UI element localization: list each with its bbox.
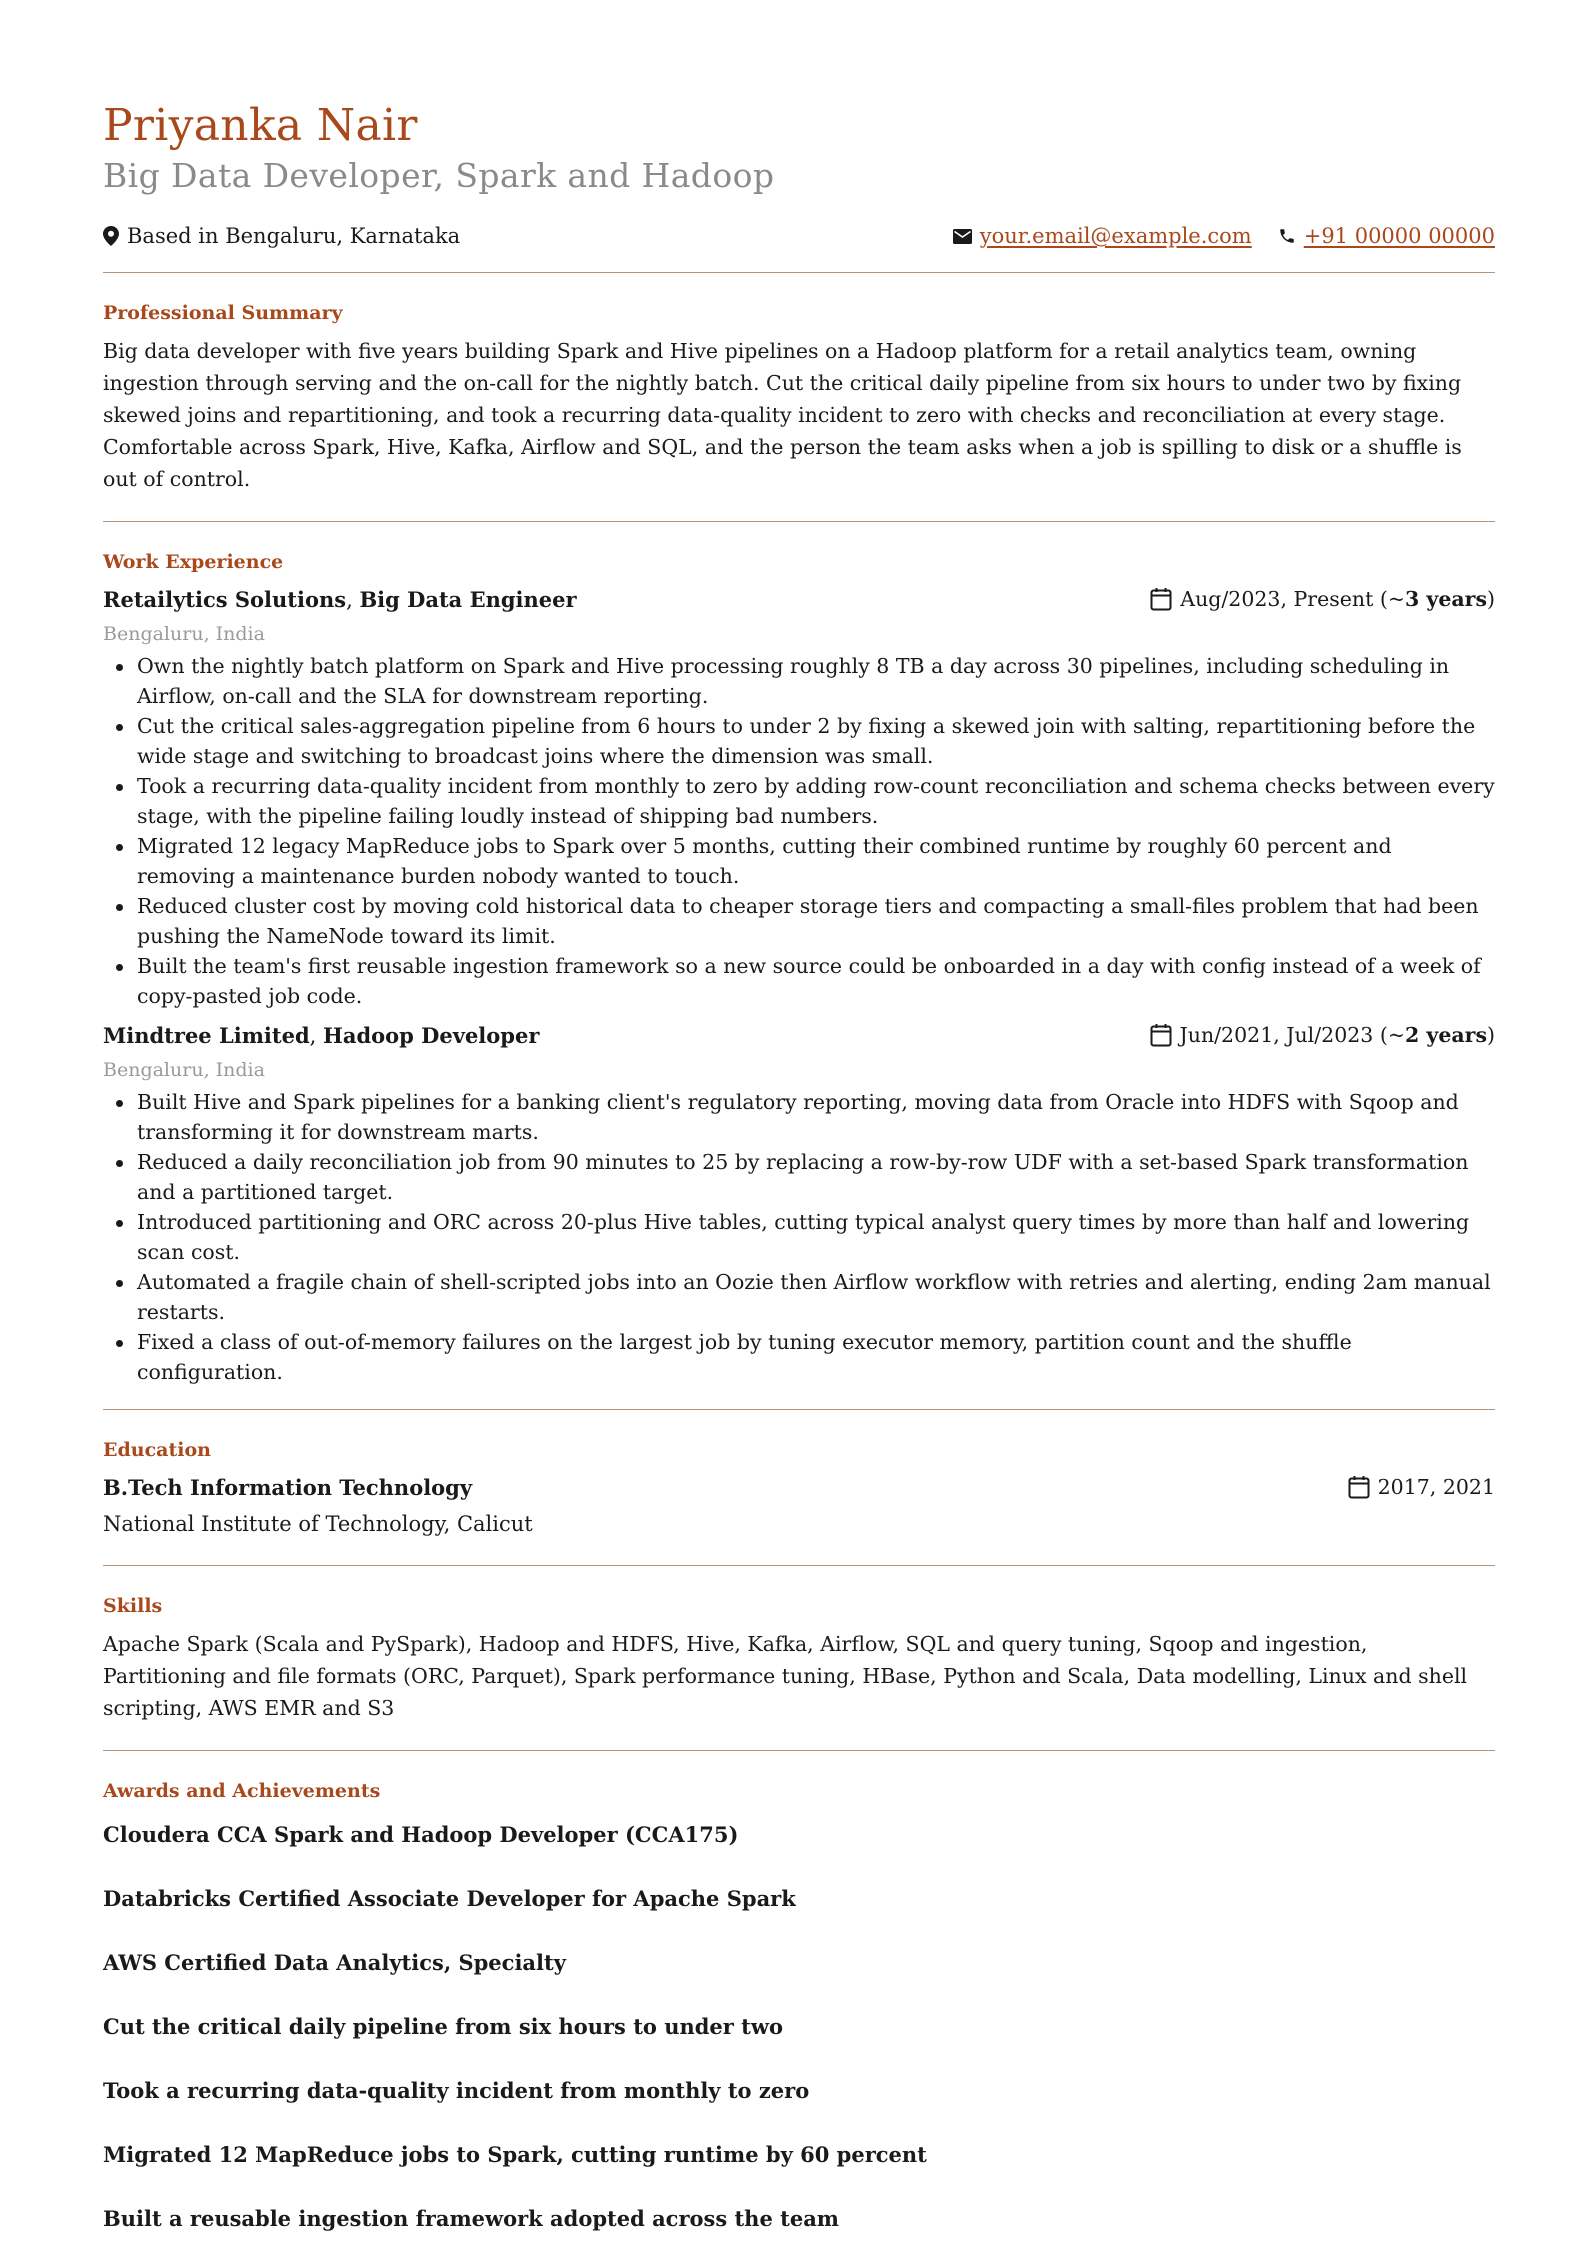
phone-icon: [1278, 227, 1296, 245]
bullet-item: Own the nightly batch platform on Spark and Hive processing roughly 8 TB a day across 30 pipelines, including scheduling in Airflow, on-call and the SLA for downstream reporting.: [103, 651, 1495, 711]
award-item: Cut the critical daily pipeline from six hours to under two: [103, 2014, 783, 2039]
section-title: Education: [103, 1439, 211, 1461]
bullet-item: Automated a fragile chain of shell-scripted jobs into an Oozie then Airflow workflow with retries and alerting, ending 2am manual restarts.: [103, 1267, 1495, 1327]
position-name: Big Data Engineer: [359, 586, 577, 612]
section-title: Skills: [103, 1595, 163, 1617]
experience-section: [103, 522, 1495, 1409]
job-header: [103, 1017, 1495, 1053]
date-range: 2017, 2021: [1377, 1475, 1495, 1499]
section-title: Awards and Achievements: [103, 1780, 381, 1802]
job-dates: [1150, 587, 1495, 611]
award-item: Migrated 12 MapReduce jobs to Spark, cutting runtime by 60 percent: [103, 2142, 927, 2167]
date-range: Aug/2023, Present (~: [1180, 587, 1406, 611]
position-name: Hadoop Developer: [323, 1022, 540, 1048]
education-header: [103, 1469, 1495, 1505]
job-bullets: [103, 1087, 1495, 1387]
contact-row: [103, 218, 1495, 254]
job-title: [103, 1023, 539, 1048]
mail-icon: [953, 229, 972, 244]
award-item: Built a reusable ingestion framework adopted across the team: [103, 2206, 840, 2231]
job-header: [103, 581, 1495, 617]
calendar-icon: [1150, 587, 1172, 611]
bullet-item: Migrated 12 legacy MapReduce jobs to Spark over 5 months, cutting their combined runtime by roughly 60 percent and removing a maintenance burden nobody wanted to touch.: [103, 831, 1495, 891]
candidate-role: Big Data Developer, Spark and Hadoop: [103, 156, 775, 195]
bullet-item: Built Hive and Spark pipelines for a banking client's regulatory reporting, moving data from Oracle into HDFS with Sqoop and transforming it for downstream marts.: [103, 1087, 1495, 1147]
skills-section: [103, 1566, 1495, 1750]
section-title: Work Experience: [103, 551, 284, 573]
job-entry: [103, 1017, 1495, 1387]
bullet-item: Built the team's first reusable ingestion framework so a new source could be onboarded in a day with config instead of a week of copy-pasted job code.: [103, 951, 1495, 1011]
job-entry: [103, 581, 1495, 1011]
school-name: National Institute of Technology, Calicut: [103, 1512, 533, 1536]
award-item: Cloudera CCA Spark and Hadoop Developer (CCA175): [103, 1822, 739, 1847]
bullet-item: Cut the critical sales-aggregation pipeline from 6 hours to under 2 by fixing a skewed join with salting, repartitioning before the wide stage and switching to broadcast joins where the dimension was small.: [103, 711, 1495, 771]
date-close: ): [1487, 587, 1495, 611]
bullet-item: Reduced cluster cost by moving cold historical data to cheaper storage tiers and compacting a small-files problem that had been pushing the NameNode toward its limit.: [103, 891, 1495, 951]
education-dates: [1348, 1475, 1495, 1499]
duration: 2 years: [1405, 1023, 1487, 1047]
email-link[interactable]: your.email@example.com: [979, 224, 1252, 248]
award-item: Databricks Certified Associate Developer for Apache Spark: [103, 1886, 796, 1911]
separator: ,: [309, 1023, 324, 1048]
company-name: Mindtree Limited: [103, 1022, 310, 1048]
calendar-icon: [1348, 1475, 1370, 1499]
location-pin-icon: [103, 226, 119, 246]
job-location: Bengaluru, India: [103, 1059, 265, 1081]
date-range: Jun/2021, Jul/2023 (~: [1179, 1023, 1406, 1047]
summary-section: [103, 273, 1495, 521]
job-bullets: [103, 651, 1495, 1011]
award-item: AWS Certified Data Analytics, Specialty: [103, 1950, 566, 1975]
separator: ,: [346, 587, 360, 612]
section-title: Professional Summary: [103, 302, 343, 324]
skills-text: Apache Spark (Scala and PySpark), Hadoop and HDFS, Hive, Kafka, Airflow, SQL and query tuning, Sqoop and ingestion, Partitioning and file formats (ORC, Parquet), Spark performance tuning, HBase, Python and Scala, Data modelling, Linux and shell scripting, AWS EMR and S3: [103, 1632, 1468, 1720]
awards-section: [103, 1751, 1495, 2246]
education-section: [103, 1410, 1495, 1565]
phone-link[interactable]: +91 00000 00000: [1303, 224, 1495, 248]
bullet-item: Reduced a daily reconciliation job from 90 minutes to 25 by replacing a row-by-row UDF with a set-based Spark transformation and a partitioned target.: [103, 1147, 1495, 1207]
duration: 3 years: [1405, 587, 1487, 611]
location-item: [103, 224, 460, 248]
bullet-item: Fixed a class of out-of-memory failures on the largest job by tuning executor memory, partition count and the shuffle configuration.: [103, 1327, 1495, 1387]
calendar-icon: [1150, 1023, 1172, 1047]
job-dates: [1150, 1023, 1495, 1047]
email-item: [953, 224, 1252, 248]
job-location: Bengaluru, India: [103, 623, 265, 645]
phone-item: [1278, 224, 1495, 248]
job-title: [103, 587, 577, 612]
award-item: Took a recurring data-quality incident from monthly to zero: [103, 2078, 810, 2103]
date-close: ): [1487, 1023, 1495, 1047]
awards-list: [103, 1820, 1495, 2234]
degree-name: B.Tech Information Technology: [103, 1474, 473, 1500]
location-text: Based in Bengaluru, Karnataka: [127, 224, 461, 248]
bullet-item: Took a recurring data-quality incident from monthly to zero by adding row-count reconciliation and schema checks between every stage, with the pipeline failing loudly instead of shipping bad numbers.: [103, 771, 1495, 831]
candidate-name: Priyanka Nair: [103, 100, 418, 151]
company-name: Retailytics Solutions: [103, 586, 347, 612]
bullet-item: Introduced partitioning and ORC across 20-plus Hive tables, cutting typical analyst query times by more than half and lowering scan cost.: [103, 1207, 1495, 1267]
summary-text: Big data developer with five years building Spark and Hive pipelines on a Hadoop platform for a retail analytics team, owning ingestion through serving and the on-call for the nightly batch. Cut the critical daily pipeline from six hours to under two by fixing skewed joins and repartitioning, and took a recurring data-quality incident to zero with checks and reconciliation at every stage. Comfortable across Spark, Hive, Kafka, Airflow and SQL, and the person the team asks when a job is spilling to disk or a shuffle is out of control.: [103, 339, 1462, 491]
